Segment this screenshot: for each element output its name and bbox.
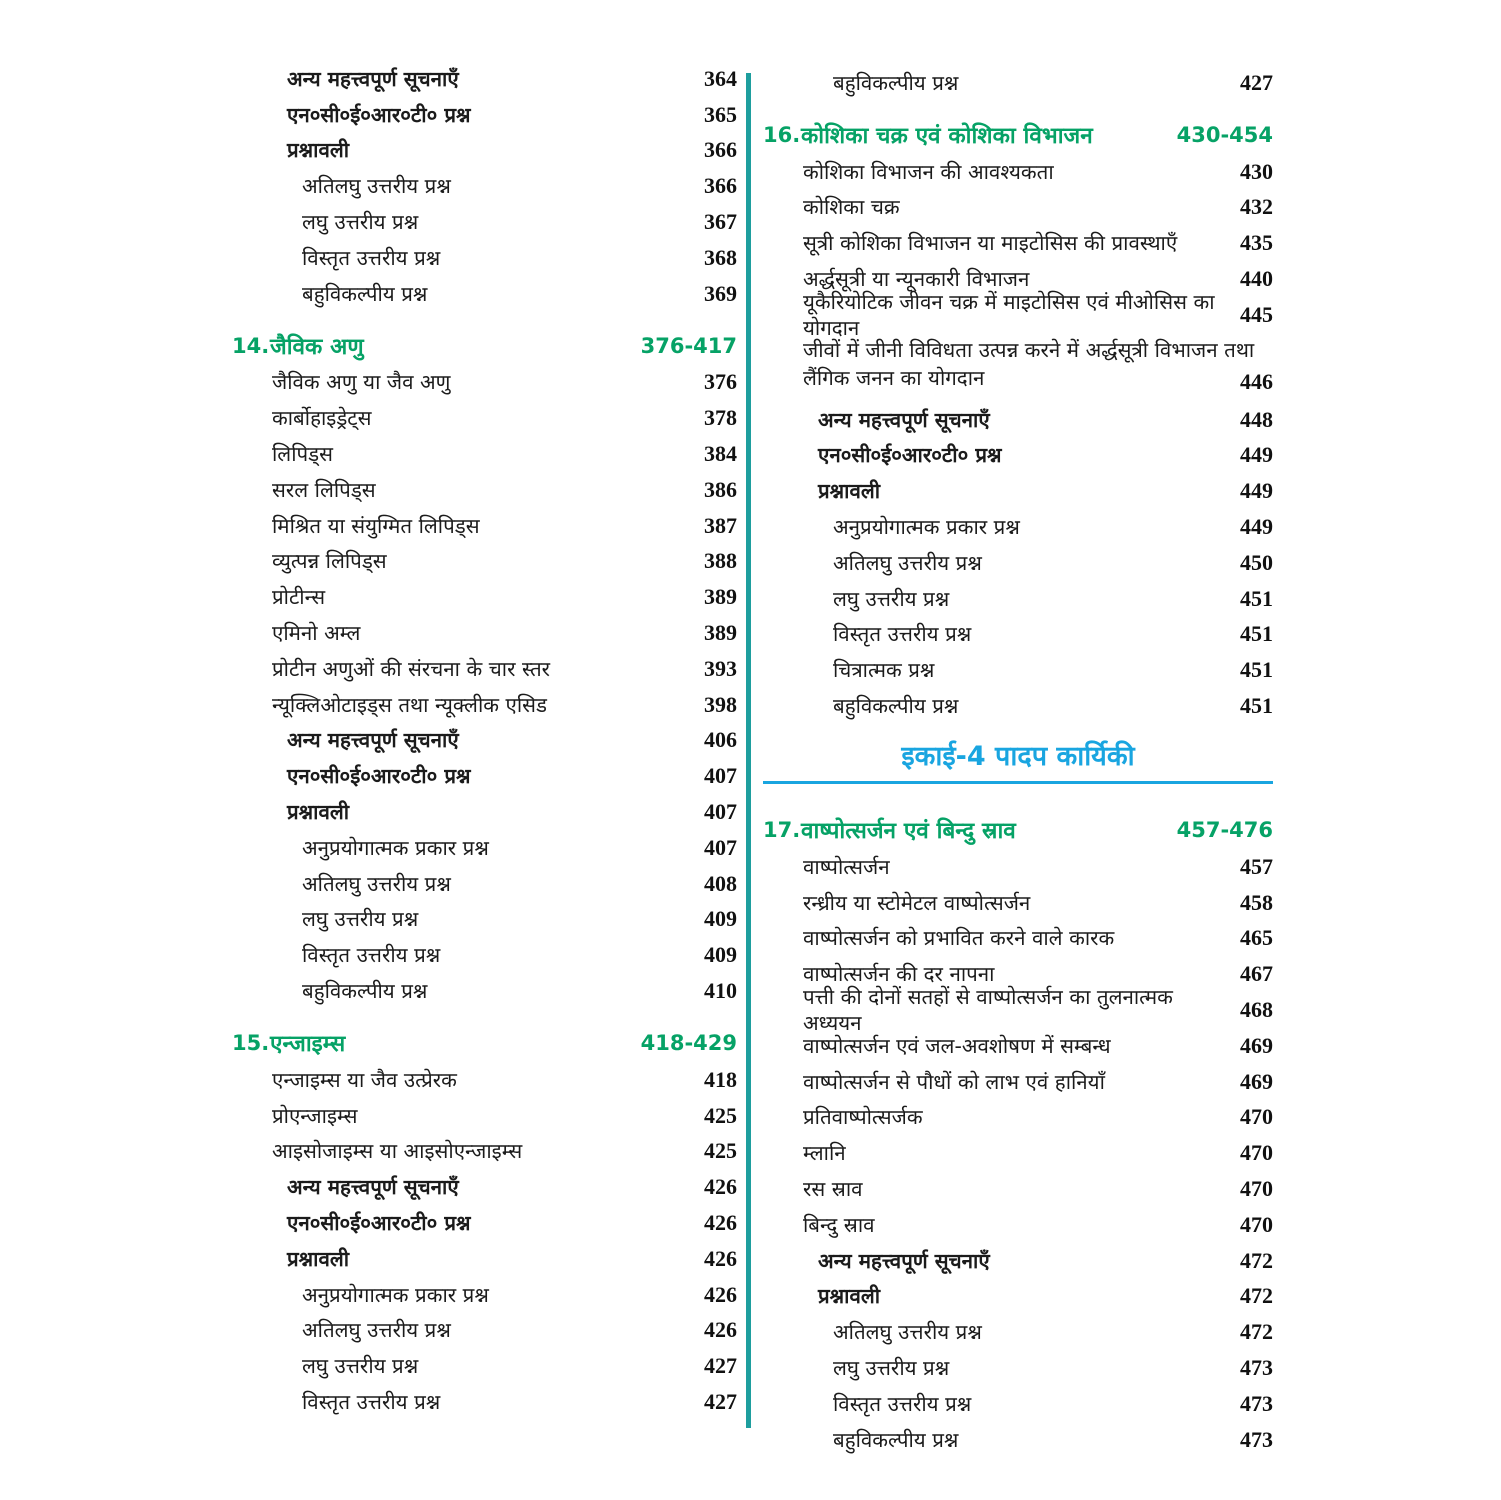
toc-entry[interactable] (763, 1207, 1273, 1243)
toc-entry-label: बहुविकल्पीय प्रश्न (302, 281, 428, 306)
toc-entry-label: म्लानि (803, 1141, 846, 1166)
toc-entry-page: 458 (1240, 889, 1273, 915)
toc-entry[interactable] (232, 830, 737, 866)
toc-entry-page: 425 (704, 1138, 737, 1164)
toc-entry-page: 427 (704, 1388, 737, 1414)
toc-entry-page: 426 (704, 1245, 737, 1271)
toc-entry-page: 449 (1240, 478, 1273, 504)
toc-entry-label: एन०सी०ई०आर०टी० प्रश्न (287, 102, 471, 127)
toc-entry[interactable] (232, 651, 737, 687)
toc-entry-label: प्रोटीन अणुओं की संरचना के चार स्तर (272, 656, 551, 681)
toc-entry-page: 465 (1240, 925, 1273, 951)
toc-entry-page: 376 (704, 369, 737, 395)
toc-entry-page: 387 (704, 512, 737, 538)
toc-entry-page: 426 (704, 1210, 737, 1235)
toc-entry-page: 448 (1240, 406, 1273, 432)
toc-entry-label: आइसोजाइम्स या आइसोएन्जाइम्स (272, 1139, 523, 1164)
toc-entry-label: बिन्दु स्राव (803, 1212, 875, 1237)
toc-entry-page: 364 (704, 65, 737, 91)
toc-chapter[interactable] (232, 1024, 737, 1062)
toc-entry-label: वाष्पोत्सर्जन को प्रभावित करने वाले कारक (803, 926, 1115, 951)
toc-chapter-title: कोशिका चक्र एवं कोशिका विभाजन (801, 123, 1093, 150)
toc-entry[interactable] (763, 438, 1273, 474)
toc-entry[interactable] (763, 1350, 1273, 1386)
toc-entry[interactable] (232, 133, 737, 169)
toc-entry-label: न्यूक्लिओटाइड्स तथा न्यूक्लीक एसिड (272, 692, 547, 717)
toc-entry-page: 472 (1240, 1247, 1273, 1273)
toc-chapter-number: 17. (763, 817, 801, 842)
toc-entry-label: वाष्पोत्सर्जन (803, 854, 890, 879)
toc-entry-page: 366 (704, 137, 737, 163)
toc-entry[interactable] (232, 97, 737, 133)
toc-entry[interactable] (763, 509, 1273, 545)
toc-entry-label: एमिनो अम्ल (272, 621, 361, 646)
toc-entry-label: लघु उत्तरीय प्रश्न (302, 210, 419, 235)
toc-entry[interactable] (763, 921, 1273, 957)
toc-entry-page: 386 (704, 476, 737, 502)
toc-entry-page: 366 (704, 173, 737, 199)
toc-entry-page: 469 (1240, 1068, 1273, 1094)
toc-entry-label: अनुप्रयोगात्मक प्रकार प्रश्न (302, 1282, 489, 1307)
toc-entry-page: 426 (704, 1317, 737, 1343)
toc-entry-page: 408 (704, 870, 737, 896)
toc-entry-page: 470 (1240, 1211, 1273, 1237)
toc-entry[interactable] (232, 1205, 737, 1241)
toc-entry-label: अनुप्रयोगात्मक प्रकार प्रश्न (833, 515, 1020, 540)
toc-entry[interactable] (232, 61, 737, 97)
toc-entry-page: 473 (1240, 1426, 1273, 1452)
unit-heading-rule (763, 781, 1273, 784)
toc-entry-page: 446 (1240, 368, 1273, 394)
toc-chapter-page-range: 430-454 (1176, 122, 1273, 147)
toc-entry-label: अनुप्रयोगात्मक प्रकार प्रश्न (302, 835, 489, 860)
toc-entry-label: प्रतिवाष्पोत्सर्जक (803, 1105, 923, 1130)
toc-entry-page: 369 (704, 280, 737, 306)
toc-entry[interactable] (232, 472, 737, 508)
toc-entry-label: वाष्पोत्सर्जन की दर नापना (803, 962, 995, 987)
toc-entry-page: 450 (1240, 549, 1273, 575)
toc-entry[interactable] (232, 276, 737, 312)
toc-entry-label: विस्तृत उत्तरीय प्रश्न (302, 1389, 441, 1414)
toc-right-column (763, 0, 1273, 1458)
toc-entry[interactable] (763, 402, 1273, 438)
toc-entry[interactable] (763, 190, 1273, 226)
toc-entry[interactable] (763, 1064, 1273, 1100)
toc-entry-page: 393 (704, 655, 737, 681)
toc-entry-page: 425 (704, 1102, 737, 1128)
toc-entry[interactable] (763, 1243, 1273, 1279)
toc-entry[interactable] (763, 985, 1273, 1036)
toc-entry-page: 407 (704, 799, 737, 825)
toc-entry-page: 451 (1240, 657, 1273, 683)
unit-heading (763, 740, 1273, 796)
toc-entry-label: वाष्पोत्सर्जन से पौधों को लाभ एवं हानियाँ (803, 1069, 1105, 1094)
toc-entry-label: व्युत्पन्न लिपिड्स (272, 549, 387, 574)
toc-entry[interactable] (232, 973, 737, 1009)
toc-entry[interactable] (232, 866, 737, 902)
toc-entry-label: प्रश्नावली (287, 800, 350, 825)
toc-entry-label: कार्बोहाइड्रेट्स (272, 406, 372, 431)
toc-entry[interactable] (763, 849, 1273, 885)
toc-entry-page: 440 (1240, 266, 1273, 292)
toc-entry-page: 473 (1240, 1355, 1273, 1380)
toc-chapter[interactable] (232, 327, 737, 365)
toc-entry-page: 384 (704, 441, 737, 467)
toc-entry-page: 469 (1240, 1032, 1273, 1058)
toc-entry-page: 445 (1240, 301, 1273, 327)
toc-entry[interactable] (232, 544, 737, 580)
toc-entry-label: यूकैरियोटिक जीवन चक्र में माइटोसिस एवं मीओसिस का योगदान (803, 289, 1215, 340)
toc-entry[interactable] (232, 1348, 737, 1384)
toc-entry[interactable] (763, 545, 1273, 581)
toc-entry-label: विस्तृत उत्तरीय प्रश्न (833, 622, 972, 647)
toc-chapter-number: 16. (763, 122, 801, 147)
toc-entry-page: 409 (704, 906, 737, 932)
toc-entry-label: पत्ती की दोनों सतहों से वाष्पोत्सर्जन का तुलनात्मक अध्ययन (803, 985, 1173, 1036)
toc-entry-page: 365 (704, 101, 737, 127)
toc-entry-label: एन्जाइम्स या जैव उत्प्रेरक (272, 1067, 457, 1092)
toc-entry-label: मिश्रित या संयुग्मित लिपिड्स (272, 513, 480, 538)
toc-entry[interactable] (763, 333, 1273, 402)
toc-entry[interactable] (763, 885, 1273, 921)
toc-chapter-page-range: 418-429 (640, 1030, 737, 1055)
toc-chapter-title: जैविक अणु (270, 334, 364, 361)
toc-entry-label: विस्तृत उत्तरीय प्रश्न (302, 245, 441, 270)
toc-entry-label: अतिलघु उत्तरीय प्रश्न (833, 1320, 982, 1345)
toc-entry[interactable] (763, 154, 1273, 190)
toc-entry-page: 472 (1240, 1319, 1273, 1345)
toc-entry[interactable] (763, 289, 1273, 340)
toc-entry-label: रस स्राव (803, 1177, 863, 1202)
toc-entry-label: बहुविकल्पीय प्रश्न (833, 1427, 959, 1452)
toc-entry[interactable] (763, 617, 1273, 653)
toc-entry-label: कोशिका चक्र (803, 195, 900, 220)
toc-entry-page: 368 (704, 244, 737, 270)
toc-chapter-page-range: 376-417 (640, 333, 737, 358)
toc-entry-page: 427 (1240, 69, 1273, 95)
toc-entry-label: बहुविकल्पीय प्रश्न (833, 694, 959, 719)
toc-entry-label: अतिलघु उत्तरीय प्रश्न (302, 871, 451, 896)
toc-entry-label: प्रश्नावली (818, 479, 881, 504)
toc-entry-page: 426 (704, 1174, 737, 1200)
toc-entry-label: जैविक अणु या जैव अणु (272, 370, 451, 395)
toc-entry[interactable] (232, 579, 737, 615)
toc-entry[interactable] (232, 1313, 737, 1349)
toc-entry-page: 398 (704, 691, 737, 717)
toc-entry-page: 378 (704, 405, 737, 431)
toc-entry-page: 468 (1240, 997, 1273, 1023)
toc-entry-page: 418 (704, 1066, 737, 1092)
toc-entry[interactable] (763, 1386, 1273, 1422)
toc-entry-page: 388 (704, 548, 737, 574)
toc-entry[interactable] (232, 1384, 737, 1420)
toc-entry-label: वाष्पोत्सर्जन एवं जल-अवशोषण में सम्बन्ध (803, 1033, 1111, 1058)
toc-entry-label: एन०सी०ई०आर०टी० प्रश्न (818, 443, 1002, 468)
toc-left-column (232, 0, 737, 1420)
toc-entry-label: विस्तृत उत्तरीय प्रश्न (833, 1391, 972, 1416)
toc-entry-label: अन्य महत्त्वपूर्ण सूचनाएँ (287, 1175, 459, 1200)
toc-entry[interactable] (232, 1134, 737, 1170)
toc-entry[interactable] (763, 1171, 1273, 1207)
toc-entry-page: 407 (704, 763, 737, 789)
toc-entry-label: अन्य महत्त्वपूर्ण सूचनाएँ (287, 66, 459, 91)
toc-entry-page: 435 (1240, 230, 1273, 256)
toc-entry[interactable] (763, 1314, 1273, 1350)
toc-chapter-number: 14. (232, 333, 270, 358)
toc-entry-page: 451 (1240, 621, 1273, 647)
toc-chapter[interactable] (763, 116, 1273, 154)
toc-entry[interactable] (232, 168, 737, 204)
toc-entry[interactable] (232, 794, 737, 830)
toc-entry-page: 389 (704, 620, 737, 646)
toc-chapter-page-range: 457-476 (1176, 817, 1273, 842)
toc-entry[interactable] (763, 1135, 1273, 1171)
toc-entry-label: बहुविकल्पीय प्रश्न (302, 979, 428, 1004)
toc-entry-page: 367 (704, 209, 737, 235)
toc-entry-label: विस्तृत उत्तरीय प्रश्न (302, 943, 441, 968)
toc-entry-page: 427 (704, 1353, 737, 1379)
toc-entry-label: बहुविकल्पीय प्रश्न (833, 70, 959, 95)
toc-entry[interactable] (763, 473, 1273, 509)
toc-entry-label: अतिलघु उत्तरीय प्रश्न (302, 174, 451, 199)
toc-chapter[interactable] (763, 811, 1273, 849)
toc-entry-label: लघु उत्तरीय प्रश्न (302, 907, 419, 932)
toc-entry-label: रन्ध्रीय या स्टोमेटल वाष्पोत्सर्जन (803, 890, 1031, 915)
toc-entry-label: लघु उत्तरीय प्रश्न (302, 1354, 419, 1379)
toc-entry[interactable] (232, 365, 737, 401)
toc-entry-page: 406 (704, 727, 737, 753)
toc-entry[interactable] (763, 225, 1273, 261)
toc-entry[interactable] (232, 1169, 737, 1205)
toc-entry-page: 472 (1240, 1283, 1273, 1309)
toc-entry-label: प्रोटीन्स (272, 585, 326, 610)
toc-entry-page: 430 (1240, 158, 1273, 184)
toc-chapter-title: एन्जाइम्स (270, 1031, 346, 1058)
toc-entry[interactable] (232, 508, 737, 544)
column-divider (746, 73, 751, 1428)
toc-entry[interactable] (763, 581, 1273, 617)
toc-entry[interactable] (232, 400, 737, 436)
toc-entry-page: 451 (1240, 693, 1273, 719)
toc-entry-label: अन्य महत्त्वपूर्ण सूचनाएँ (818, 407, 990, 432)
toc-entry[interactable] (232, 723, 737, 759)
toc-entry-label: अतिलघु उत्तरीय प्रश्न (833, 550, 982, 575)
toc-entry[interactable] (232, 937, 737, 973)
toc-entry-label: एन०सी०ई०आर०टी० प्रश्न (287, 1211, 471, 1235)
toc-entry-label: सरल लिपिड्स (272, 477, 376, 502)
toc-entry-label: अन्य महत्त्वपूर्ण सूचनाएँ (287, 728, 459, 753)
toc-entry-page: 473 (1240, 1390, 1273, 1416)
toc-entry-page: 470 (1240, 1104, 1273, 1130)
toc-entry-label: प्रश्नावली (287, 138, 350, 163)
toc-entry-label: लघु उत्तरीय प्रश्न (833, 1356, 950, 1380)
toc-entry[interactable] (232, 240, 737, 276)
toc-entry[interactable] (232, 1098, 737, 1134)
toc-entry-label: प्रश्नावली (818, 1284, 881, 1309)
toc-entry[interactable] (232, 687, 737, 723)
toc-entry-page: 470 (1240, 1176, 1273, 1202)
toc-entry[interactable] (232, 615, 737, 651)
toc-entry[interactable] (763, 652, 1273, 688)
toc-entry-page: 451 (1240, 585, 1273, 611)
toc-entry[interactable] (232, 1241, 737, 1277)
toc-entry[interactable] (232, 204, 737, 240)
toc-chapter-number: 15. (232, 1030, 270, 1055)
toc-entry-page: 457 (1240, 853, 1273, 879)
toc-entry-label: कोशिका विभाजन की आवश्यकता (803, 159, 1054, 184)
toc-entry[interactable] (763, 1422, 1273, 1458)
toc-chapter-title: वाष्पोत्सर्जन एवं बिन्दु स्राव (801, 818, 1016, 845)
toc-entry[interactable] (763, 1100, 1273, 1136)
toc-entry-label: जीवों में जीनी विविधता उत्पन्न करने में अर्द्धसूत्री विभाजन तथा लैंगिक जनन का योगदान (803, 337, 1255, 390)
toc-entry-label: एन०सी०ई०आर०टी० प्रश्न (287, 764, 471, 789)
toc-entry[interactable] (232, 1062, 737, 1098)
toc-entry[interactable] (232, 902, 737, 938)
toc-entry-page: 432 (1240, 194, 1273, 220)
toc-entry-page: 467 (1240, 961, 1273, 987)
toc-entry-label: सूत्री कोशिका विभाजन या माइटोसिस की प्रावस्थाएँ (803, 231, 1178, 256)
toc-entry-label: अतिलघु उत्तरीय प्रश्न (302, 1318, 451, 1343)
unit-heading-title: इकाई-4 पादप कार्यिकी (901, 740, 1135, 772)
toc-entry[interactable] (232, 758, 737, 794)
toc-entry-page: 409 (704, 942, 737, 968)
toc-entry-label: अर्द्धसूत्री या न्यूनकारी विभाजन (803, 267, 1030, 292)
toc-entry[interactable] (763, 1028, 1273, 1064)
toc-entry-page: 470 (1240, 1140, 1273, 1166)
toc-entry-page: 410 (704, 978, 737, 1004)
toc-entry[interactable] (232, 1277, 737, 1313)
toc-entry-label: लघु उत्तरीय प्रश्न (833, 586, 950, 611)
toc-entry-page: 389 (704, 584, 737, 610)
toc-entry-page: 449 (1240, 514, 1273, 540)
toc-entry-page: 426 (704, 1281, 737, 1307)
toc-entry[interactable] (763, 1279, 1273, 1315)
toc-entry-page: 449 (1240, 442, 1273, 468)
toc-entry[interactable] (232, 436, 737, 472)
toc-entry-label: चित्रात्मक प्रश्न (833, 658, 935, 683)
toc-entry-label: अन्य महत्त्वपूर्ण सूचनाएँ (818, 1248, 990, 1273)
toc-entry-page: 407 (704, 834, 737, 860)
toc-entry[interactable] (763, 688, 1273, 724)
toc-entry-label: प्रोएन्जाइम्स (272, 1103, 358, 1128)
toc-entry[interactable] (763, 65, 1273, 101)
toc-entry-label: प्रश्नावली (287, 1246, 350, 1271)
toc-entry-label: लिपिड्स (272, 442, 333, 467)
